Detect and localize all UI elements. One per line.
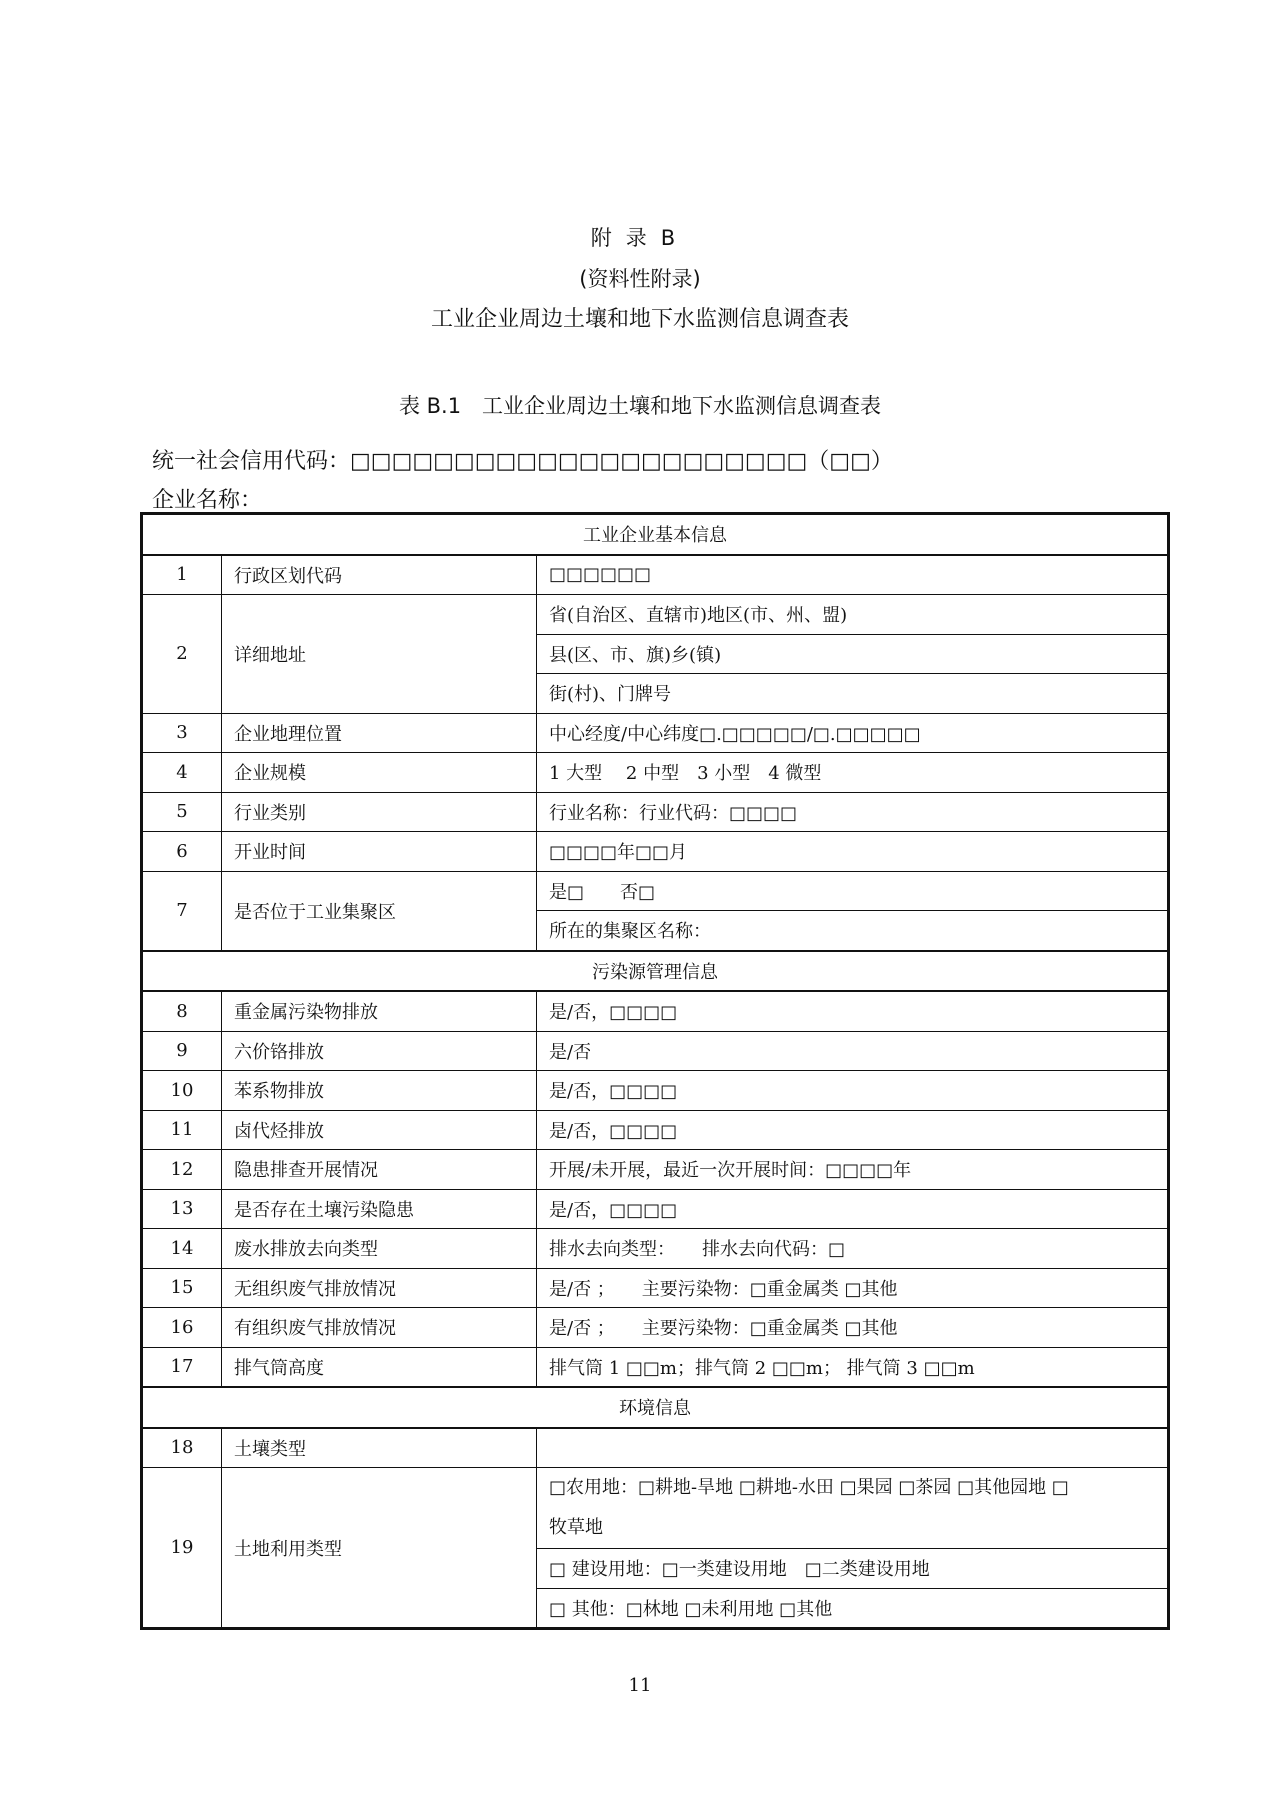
field-value: 是□ 否□ xyxy=(537,871,1169,911)
company-name-line: 企业名称： xyxy=(152,488,263,513)
field-value: 开展/未开展，最近一次开展时间：□□□□年 xyxy=(537,1150,1169,1190)
field-value: 省(自治区、直辖市)地区(市、州、盟) xyxy=(537,595,1169,635)
table-row xyxy=(142,792,1169,832)
table-row xyxy=(142,1428,1169,1468)
field-label: 排气筒高度 xyxy=(222,1347,537,1387)
field-value: 是/否，□□□□ xyxy=(537,1110,1169,1150)
field-label: 重金属污染物排放 xyxy=(222,991,537,1031)
row-number: 2 xyxy=(142,595,222,714)
table-row xyxy=(142,1268,1169,1308)
field-value: 县(区、市、旗)乡(镇) xyxy=(537,634,1169,674)
survey-table xyxy=(140,512,1170,1630)
section-header-row xyxy=(142,951,1169,992)
field-label: 土地利用类型 xyxy=(222,1468,537,1629)
field-value: 排水去向类型： 排水去向代码：□ xyxy=(537,1229,1169,1269)
table-row xyxy=(142,1468,1169,1549)
field-label: 行政区划代码 xyxy=(222,555,537,595)
table-row xyxy=(142,595,1169,635)
field-value: □ 其他：□林地 □未利用地 □其他 xyxy=(537,1588,1169,1629)
field-label: 六价铬排放 xyxy=(222,1031,537,1071)
row-number: 16 xyxy=(142,1308,222,1348)
section-header-row xyxy=(142,514,1169,555)
field-value: 是/否 ； 主要污染物：□重金属类 □其他 xyxy=(537,1268,1169,1308)
table-caption: 表 B.1 工业企业周边土壤和地下水监测信息调查表 xyxy=(398,394,882,418)
section-environment-info: 环境信息 xyxy=(142,1387,1169,1428)
row-number: 12 xyxy=(142,1150,222,1190)
row-number: 7 xyxy=(142,871,222,951)
page-number: 11 xyxy=(628,1675,652,1696)
field-label: 行业类别 xyxy=(222,792,537,832)
field-value: 是/否，□□□□ xyxy=(537,1071,1169,1111)
row-number: 1 xyxy=(142,555,222,595)
section-header-row xyxy=(142,1387,1169,1428)
table-row xyxy=(142,555,1169,595)
field-label: 是否位于工业集聚区 xyxy=(222,871,537,951)
table-row xyxy=(142,1071,1169,1111)
table-row xyxy=(142,991,1169,1031)
table-row xyxy=(142,1150,1169,1190)
field-value: □□□□□□ xyxy=(537,555,1169,595)
table-row xyxy=(142,1347,1169,1387)
table-row xyxy=(142,1229,1169,1269)
field-value: 行业名称：行业代码：□□□□ xyxy=(537,792,1169,832)
land-use-line: □农用地：□耕地-旱地 □耕地-水田 □果园 □茶园 □其他园地 □ xyxy=(549,1477,1069,1498)
table-row xyxy=(142,871,1169,911)
table-row xyxy=(142,713,1169,753)
field-label: 企业规模 xyxy=(222,753,537,793)
field-label: 是否存在土壤污染隐患 xyxy=(222,1189,537,1229)
appendix-name: 工业企业周边土壤和地下水监测信息调查表 xyxy=(430,307,849,332)
field-value: 排气筒 1 □□m；排气筒 2 □□m； 排气筒 3 □□m xyxy=(537,1347,1169,1387)
row-number: 8 xyxy=(142,991,222,1031)
row-number: 18 xyxy=(142,1428,222,1468)
field-value: 是/否，□□□□ xyxy=(537,1189,1169,1229)
table-row xyxy=(142,832,1169,872)
field-label: 卤代烃排放 xyxy=(222,1110,537,1150)
table-row xyxy=(142,1110,1169,1150)
field-value: 是/否 xyxy=(537,1031,1169,1071)
table-row xyxy=(142,1031,1169,1071)
field-label: 无组织废气排放情况 xyxy=(222,1268,537,1308)
field-value: 所在的集聚区名称： xyxy=(537,911,1169,951)
land-use-line: 牧草地 xyxy=(549,1517,603,1538)
row-number: 17 xyxy=(142,1347,222,1387)
appendix-title: 附录B xyxy=(590,226,690,250)
row-number: 14 xyxy=(142,1229,222,1269)
row-number: 15 xyxy=(142,1268,222,1308)
section-basic-info: 工业企业基本信息 xyxy=(142,514,1169,555)
field-value-multiline xyxy=(537,1468,1169,1549)
field-label: 废水排放去向类型 xyxy=(222,1229,537,1269)
row-number: 5 xyxy=(142,792,222,832)
credit-code-line: 统一社会信用代码：□□□□□□□□□□□□□□□□□□□□□□（□□） xyxy=(152,449,893,474)
row-number: 10 xyxy=(142,1071,222,1111)
row-number: 4 xyxy=(142,753,222,793)
row-number: 13 xyxy=(142,1189,222,1229)
appendix-type: (资料性附录) xyxy=(579,267,701,291)
field-value: 街(村)、门牌号 xyxy=(537,674,1169,714)
field-label: 企业地理位置 xyxy=(222,713,537,753)
field-value: □□□□年□□月 xyxy=(537,832,1169,872)
table-row xyxy=(142,753,1169,793)
row-number: 19 xyxy=(142,1468,222,1629)
field-value: 1 大型 2 中型 3 小型 4 微型 xyxy=(537,753,1169,793)
row-number: 3 xyxy=(142,713,222,753)
field-value: □ 建设用地：□一类建设用地 □二类建设用地 xyxy=(537,1549,1169,1589)
field-value: 是/否 ； 主要污染物：□重金属类 □其他 xyxy=(537,1308,1169,1348)
field-label: 苯系物排放 xyxy=(222,1071,537,1111)
table-row xyxy=(142,1189,1169,1229)
field-value xyxy=(537,1428,1169,1468)
row-number: 11 xyxy=(142,1110,222,1150)
row-number: 9 xyxy=(142,1031,222,1071)
field-label: 隐患排查开展情况 xyxy=(222,1150,537,1190)
field-label: 详细地址 xyxy=(222,595,537,714)
section-pollution-info: 污染源管理信息 xyxy=(142,951,1169,992)
field-label: 有组织废气排放情况 xyxy=(222,1308,537,1348)
field-label: 土壤类型 xyxy=(222,1428,537,1468)
field-value: 是/否，□□□□ xyxy=(537,991,1169,1031)
table-row xyxy=(142,1308,1169,1348)
field-label: 开业时间 xyxy=(222,832,537,872)
field-value: 中心经度/中心纬度□.□□□□□/□.□□□□□ xyxy=(537,713,1169,753)
row-number: 6 xyxy=(142,832,222,872)
